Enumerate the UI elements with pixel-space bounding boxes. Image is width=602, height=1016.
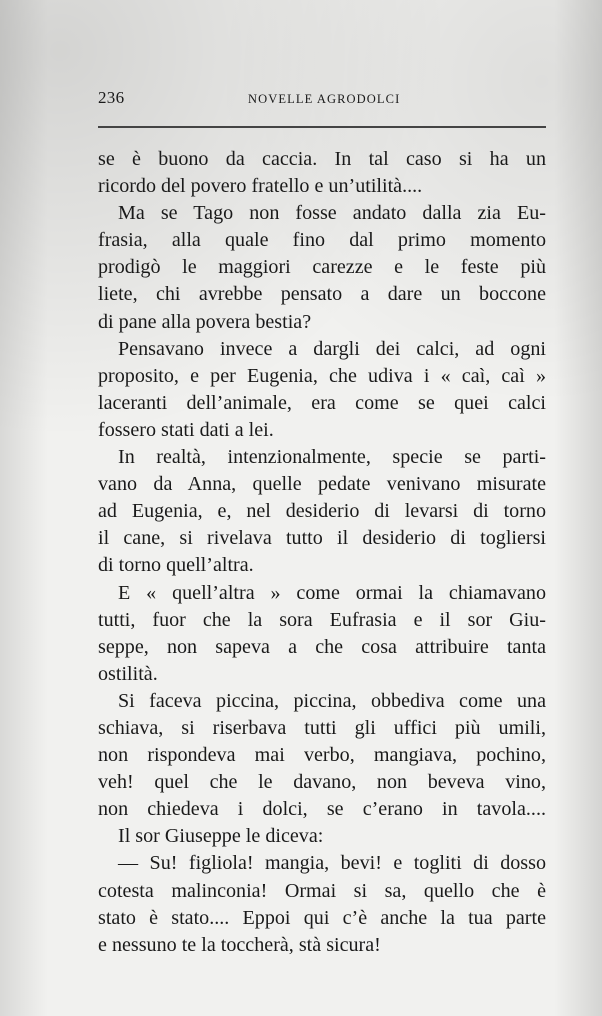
text-line: ostilità.	[98, 662, 158, 685]
text-line: veh! quel che le davano, non beveva vino,	[98, 771, 546, 794]
text-line: ricordo del povero fratello e un’utilità....	[98, 175, 423, 198]
text-line: ad Eugenia, e, nel desiderio di levarsi di torno	[98, 500, 546, 523]
page-number: 236	[98, 88, 125, 107]
page-header	[98, 88, 546, 112]
text-line: prodigò le maggiori carezze e le feste più	[98, 256, 546, 279]
text-line: non rispondeva mai verbo, mangiava, pochino,	[98, 744, 546, 767]
text-line: seppe, non sapeva a che cosa attribuire tanta	[98, 635, 546, 658]
text-line: e nessuno te la toccherà, stà sicura!	[98, 933, 381, 956]
text-line: — Su! figliola! mangia, bevi! e togliti di dosso	[118, 852, 546, 875]
text-line: E « quell’altra » come ormai la chiamavano	[118, 581, 546, 604]
text-line: non chiedeva i dolci, se c’erano in tavola....	[98, 798, 546, 821]
text-line: schiava, si riserbava tutti gli uffici più umili,	[98, 716, 546, 739]
text-line: il cane, si rivelava tutto il desiderio di togliersi	[98, 527, 546, 550]
text-line: frasia, alla quale fino dal primo momento	[98, 229, 546, 252]
text-line: tutti, fuor che la sora Eufrasia e il sor Giu-	[98, 608, 546, 631]
text-line: di pane alla povera bestia?	[98, 310, 312, 333]
text-line: laceranti dell’animale, era come se quei calci	[98, 391, 546, 414]
text-line: cotesta malinconia! Ormai si sa, quello che è	[98, 879, 546, 902]
text-line: di torno quell’altra.	[98, 554, 254, 577]
text-line: proposito, e per Eugenia, che udiva i « caì, caì »	[98, 364, 546, 387]
text-line: Si faceva piccina, piccina, obbediva come una	[118, 689, 546, 712]
body-text	[98, 146, 546, 959]
running-title: NOVELLE AGRODOLCI	[248, 92, 401, 106]
text-line: Ma se Tago non fosse andato dalla zia Eu-	[118, 202, 546, 225]
text-line: fossero stati dati a lei.	[98, 418, 274, 441]
text-line: Pensavano invece a dargli dei calci, ad ogni	[118, 337, 546, 360]
text-line: stato è stato.... Eppoi qui c’è anche la tua parte	[98, 906, 546, 929]
text-line: liete, chi avrebbe pensato a dare un boccone	[98, 283, 546, 306]
header-rule	[98, 126, 546, 128]
text-line: vano da Anna, quelle pedate venivano misurate	[98, 473, 546, 496]
text-line: se è buono da caccia. In tal caso si ha un	[98, 148, 546, 170]
text-line: In realtà, intenzionalmente, specie se parti-	[118, 446, 546, 469]
text-line: Il sor Giuseppe le diceva:	[118, 825, 324, 848]
